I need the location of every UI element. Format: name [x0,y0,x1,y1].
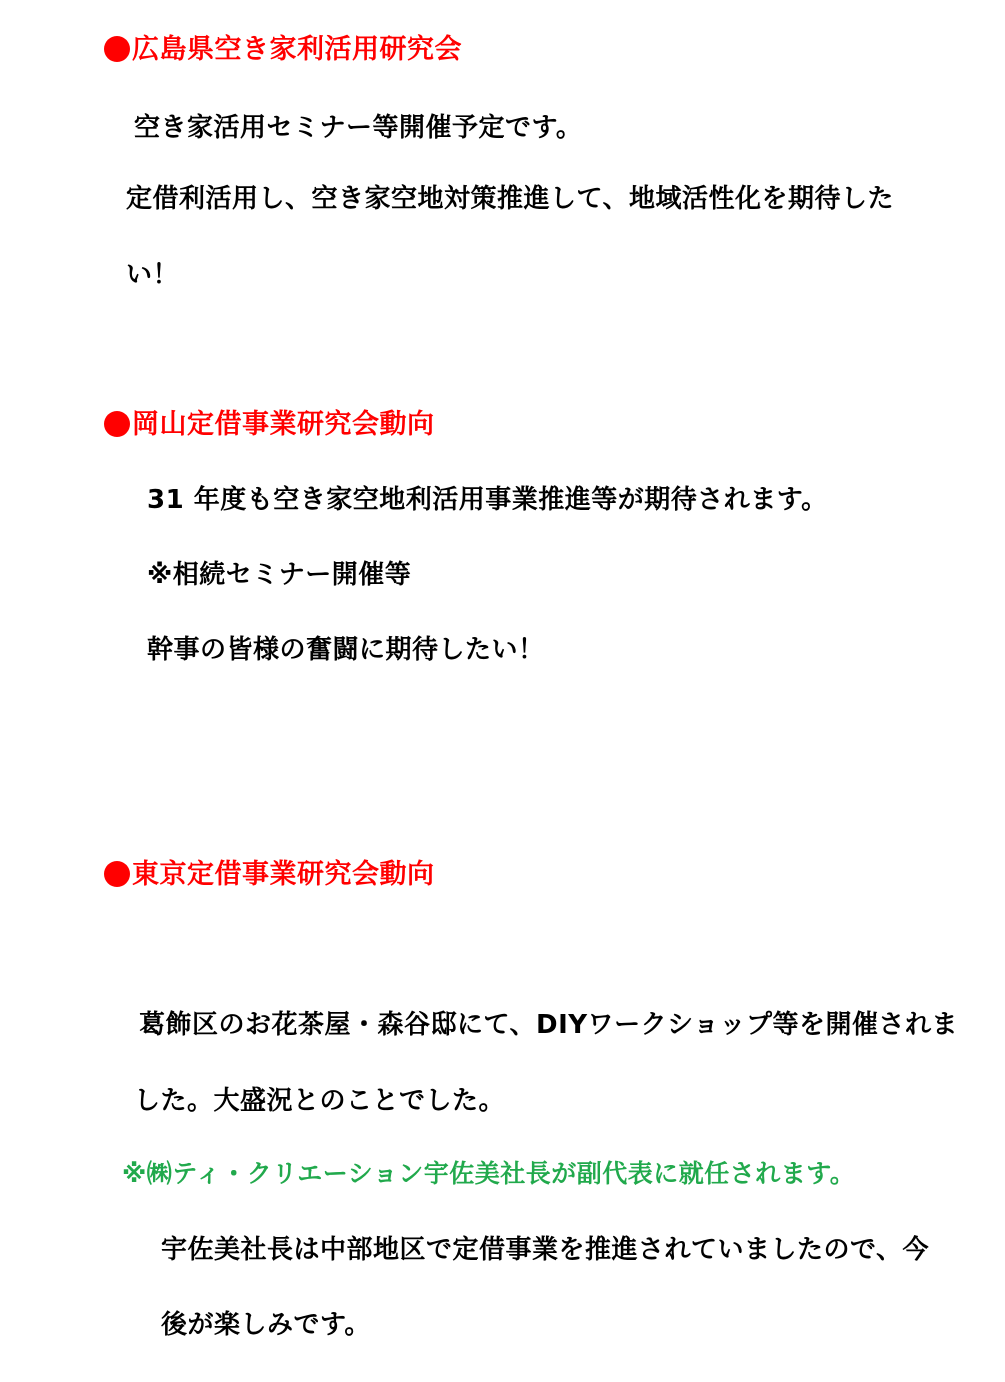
red-bullet-icon [104,36,130,62]
paragraph-line: 後が楽しみです。 [161,1310,371,1340]
paragraph-line: い！ [126,260,180,290]
heading-text: 岡山定借事業研究会動向 [132,409,435,440]
paragraph-line: 定借利活用し、空き家空地対策推進して、地域活性化を期待した [126,184,894,214]
paragraph-line: 葛飾区のお花茶屋・森谷邸にて、DIYワークショップ等を開催されま [139,1010,959,1040]
section-heading-hiroshima [104,34,462,66]
red-bullet-icon [104,411,130,437]
paragraph-line: 幹事の皆様の奮闘に期待したい！ [147,635,545,665]
section-heading-okayama [104,409,435,441]
paragraph-line: した。大盛況とのことでした。 [134,1086,506,1116]
paragraph-line: 空き家活用セミナー等開催予定です。 [134,113,583,143]
heading-text: 広島県空き家利活用研究会 [132,34,462,65]
red-bullet-icon [104,861,130,887]
heading-text: 東京定借事業研究会動向 [132,859,435,890]
section-heading-tokyo [104,859,435,891]
paragraph-line: ※相続セミナー開催等 [147,560,412,590]
paragraph-line: 宇佐美社長は中部地区で定借事業を推進されていましたので、今 [161,1235,929,1265]
appointment-note: ※㈱ティ・クリエーション宇佐美社長が副代表に就任されます。 [122,1159,856,1188]
paragraph-line: 31 年度も空き家空地利活用事業推進等が期待されます。 [147,485,828,515]
